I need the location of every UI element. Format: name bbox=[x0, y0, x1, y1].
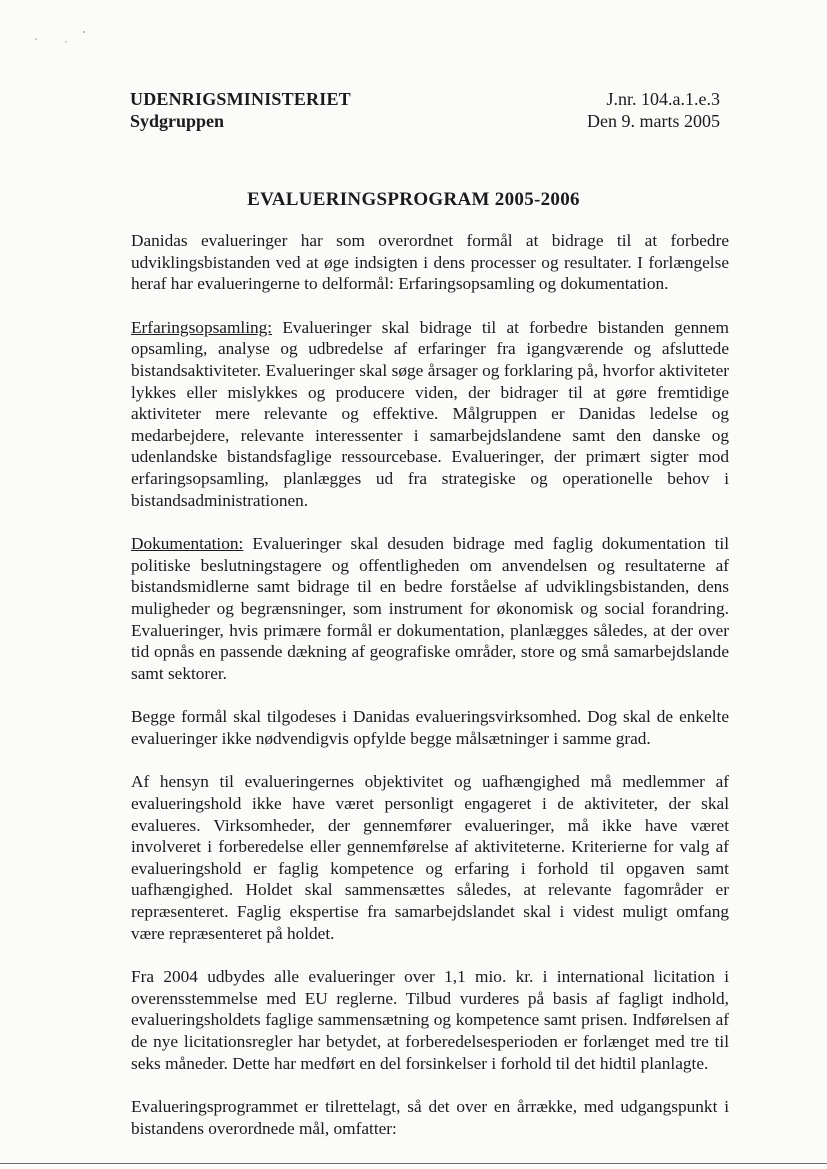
dokumentation-heading: Dokumentation: bbox=[131, 534, 244, 554]
erfaringsopsamling-text: Evalueringer skal bidrage til at forbedre bistanden gennem opsamling, analyse og udbredelse af erfaringer fra igangværende og afsluttede bistandsaktiviteter. Evalueringer skal søge årsager og forklaring på, hvorfor aktiviteter lykkes eller mislykkes og producere viden, der bidrager til at gøre fremtidige aktiviteter mere relevante og effektive. Målgruppen er Danidas ledelse og medarbejdere, relevante interessenter i samarbejdslandene samt den danske og udenlandske bistandsfaglige ressourcebase. Evalueringer, der primært sigter mod erfaringsopsamling, planlægges ud fra strategiske og operationelle behov i bistandsadministrationen. bbox=[131, 317, 729, 510]
paragraph-programmet: Evalueringsprogrammet er tilrettelagt, så det over en årrække, med udgangspunkt i bistandens overordnede mål, omfatter: bbox=[131, 1097, 729, 1138]
journal-number: J.nr. 104.a.1.e.3 bbox=[606, 89, 720, 109]
ministry-name: UDENRIGSMINISTERIET bbox=[130, 89, 351, 109]
sender-block bbox=[130, 88, 351, 132]
document-title: EVALUERINGSPROGRAM 2005-2006 bbox=[247, 189, 580, 210]
erfaringsopsamling-heading: Erfaringsopsamling: bbox=[131, 317, 273, 337]
document-body bbox=[131, 230, 729, 1161]
reference-block bbox=[587, 88, 720, 132]
document-date: Den 9. marts 2005 bbox=[587, 111, 720, 131]
paragraph-licitation: Fra 2004 udbydes alle evalueringer over 1,1 mio. kr. i international licitation i overensstemmelse med EU reglerne. Tilbud vurderes på basis af fagligt indhold, evalueringsholdets faglige sammensætning og kompetence samt prisen. Indførelsen af de nye licitationsregler har betydet, at forberedelsesperioden er forlænget med tre til seks måneder. Dette har medført en del forsinkelser i forhold til det hidtil planlagte. bbox=[131, 967, 729, 1073]
dokumentation-text: Evalueringer skal desuden bidrage med faglig dokumentation til politiske beslutningstagere og offentligheden om anvendelsen og resultaterne af bistandsmidlerne samt bidrage til en bedre forståelse af udviklingsbistanden, dens muligheder og begrænsninger, som instrument for økonomisk og social forandring. Evalueringer, hvis primære formål er dokumentation, planlægges således, at der over tid opnås en passende dækning af geografiske områder, store og små samarbejdslande samt sektorer. bbox=[131, 534, 729, 683]
paragraph-begge-formaal: Begge formål skal tilgodeses i Danidas evalueringsvirksomhed. Dog skal de enkelte evalueringer ikke nødvendigvis opfylde begge målsætninger i samme grad. bbox=[131, 707, 729, 748]
paragraph-objektivitet: Af hensyn til evalueringernes objektivitet og uafhængighed må medlemmer af evalueringshold ikke have været personligt engageret i de aktiviteter, der skal evalueres. Virksomheder, der gennemfører evalueringer, må ikke have været involveret i forberedelse eller gennemførelse af aktiviteterne. Kriterierne for valg af evalueringshold er faglig kompetence og erfaring i forhold til opgaven samt uafhængighed. Holdet skal sammensættes således, at relevante fagområder er repræsenteret. Faglig ekspertise fra samarbejdslandet skal i videst muligt omfang være repræsenteret på holdet. bbox=[131, 772, 729, 943]
paragraph-intro: Danidas evalueringer har som overordnet formål at bidrage til at forbedre udviklingsbistanden ved at øge indsigten i dens processer og resultater. I forlængelse heraf har evalueringerne to delformål: Erfaringsopsamling og dokumentation. bbox=[131, 231, 729, 294]
page-bottom-edge bbox=[0, 1163, 827, 1164]
department-name: Sydgruppen bbox=[130, 111, 225, 131]
paragraph-erfaringsopsamling bbox=[131, 317, 729, 511]
scan-speck-marks bbox=[30, 28, 100, 48]
paragraph-dokumentation bbox=[131, 533, 729, 684]
